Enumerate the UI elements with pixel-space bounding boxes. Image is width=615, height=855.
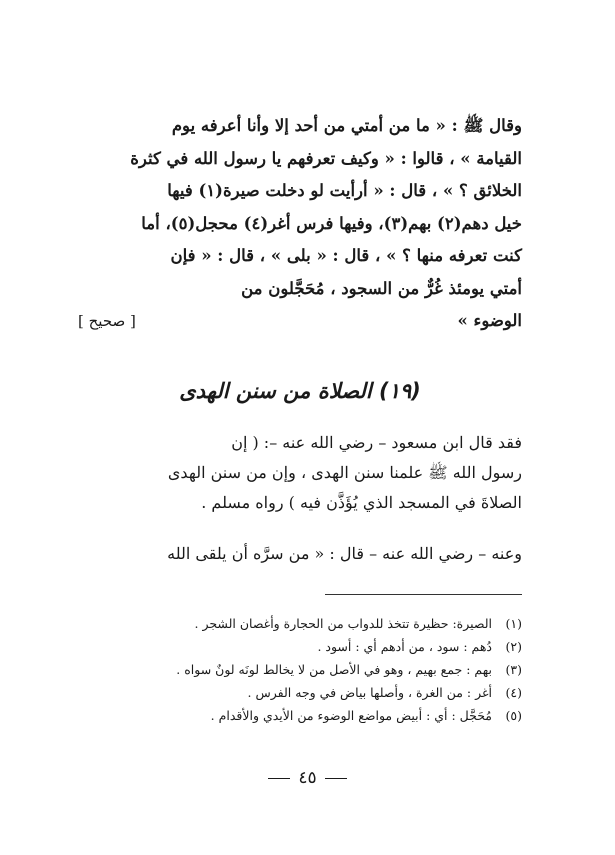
footnote-text: الصيرة: حظيرة تتخذ للدواب من الحجارة وأغصان الشجر . [194,616,492,631]
footnote-divider [325,594,522,595]
hadith-line: الخلائق ؟ » ، قال : « أرأيت لو دخلت صيرة(١) فيها [167,181,522,200]
authenticity-grade: [ صحيح ] [78,312,136,330]
page-number-value: ٤٥ [298,768,317,788]
narration-text-continued [78,539,522,569]
footnotes [95,612,522,727]
narration-line: وعنه – رضي الله عنه – قال : « من سرَّه أن يلقى الله [167,544,522,563]
hadith-line: كنت تعرفه منها ؟ » ، قال : « بلى » ، قال : « فإن [170,246,522,265]
page-number-dash [268,778,290,779]
narration-line: رسول الله ﷺ علمنا سنن الهدى ، وإن من سنن الهدى [167,463,522,482]
hadith-line: وقال ﷺ : « ما من أمتي من أحد إلا وأنا أعرفه يوم [171,116,522,135]
footnote-text: مُحَجَّل : أي : أبيض مواضع الوضوء من الأيدي والأقدام . [210,708,492,723]
footnote-item [95,612,522,635]
footnote-number: (١) [505,616,522,631]
footnote-item [95,681,522,704]
hadith-line: أمتي يومئذ غُرٌّ من السجود ، مُحَجَّلون من [241,278,522,298]
hadith-text [78,110,522,337]
footnote-text: بهم : جمع بهيم ، وهو في الأصل من لا يخالط لونَه لونٌ سواه . [176,662,492,677]
footnote-number: (٥) [505,708,522,723]
narration-line: الصلاةَ في المسجد الذي يُؤَذَّن فيه ) رواه مسلم . [201,493,522,512]
page-number [0,768,615,788]
page-number-dash [325,778,347,779]
footnote-number: (٣) [505,662,522,677]
footnote-item [95,704,522,727]
narration-text [78,428,522,518]
footnote-text: أغر : من الغرة ، وأصلها بياض في وجه الفرس . [247,685,492,700]
section-heading: (١٩) الصلاة من سنن الهدى [179,379,421,403]
hadith-line: خيل دهم(٢) بهم(٣)، وفيها فرس أغر(٤) محجل(٥)، أما [141,213,522,233]
footnote-number: (٤) [505,685,522,700]
footnote-text: دُهم : سود ، من أدهم أي : أسود . [317,639,492,654]
footnote-item [95,658,522,681]
hadith-line: الوضوء » [457,311,522,330]
hadith-line: القيامة » ، قالوا : « وكيف تعرفهم يا رسول الله في كثرة [130,148,522,168]
footnote-item [95,635,522,658]
narration-line: فقد قال ابن مسعود – رضي الله عنه –: ( إن [231,433,522,452]
footnote-number: (٢) [505,639,522,654]
hadith-last-line [78,305,522,337]
